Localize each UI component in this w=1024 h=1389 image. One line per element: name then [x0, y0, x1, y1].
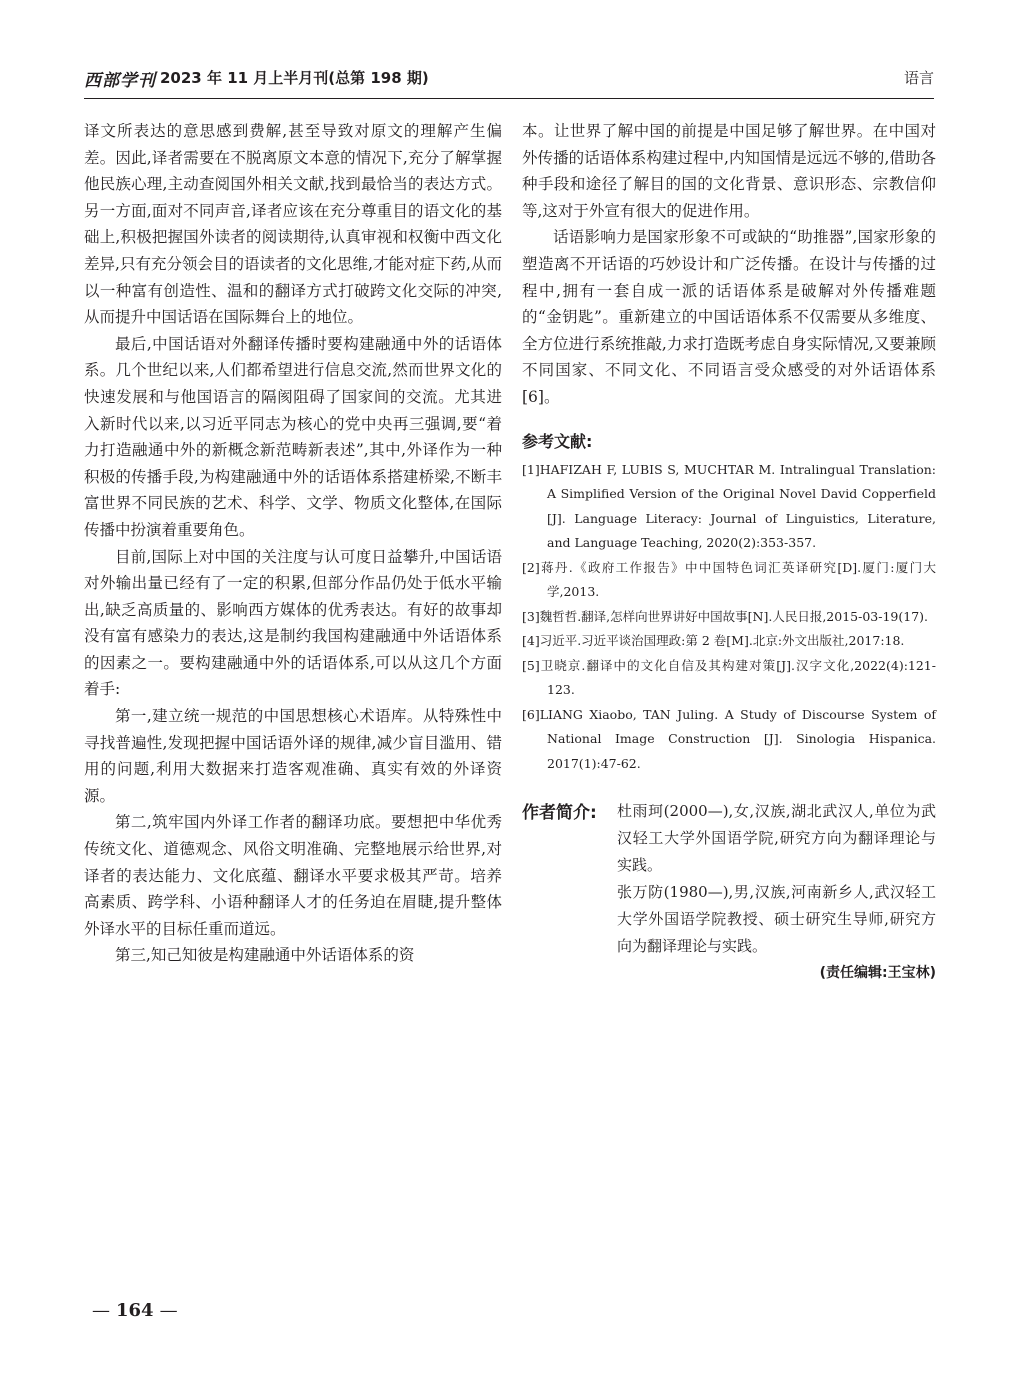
- paragraph: 最后,中国话语对外翻译传播时要构建融通中外的话语体系。几个世纪以来,人们都希望进行信息交流,然而世界文化的快速发展和与他国语言的隔阂阻碍了国家间的交流。尤其进入新时代以来,以习近平同志为核心的党中央再三强调,要“着力打造融通中外的新概念新范畴新表述”,其中,外译作为一种积极的传播手段,为构建融通中外的话语体系搭建桥梁,不断丰富世界不同民族的艺术、科学、文学、物质文化整体,在国际传播中扮演着重要角色。: [84, 334, 502, 539]
- issue-info: 2023 年 11 月上半月刊(总第 198 期): [160, 69, 429, 87]
- paragraph: 本。让世界了解中国的前提是中国足够了解世界。在中国对外传播的话语体系构建过程中,内知国情是远远不够的,借助各种手段和途径了解目的国的文化背景、意识形态、宗教信仰等,这对于外宣有很大的促进作用。: [522, 122, 936, 220]
- paragraph: 第二,筑牢国内外译工作者的翻译功底。要想把中华优秀传统文化、道德观念、风俗文明准确、完整地展示给世界,对译者的表达能力、文化底蕴、翻译水平要求极其严苛。培养高素质、跨学科、小语种翻译人才的任务迫在眉睫,提升整体外译水平的目标任重而道远。: [84, 813, 502, 938]
- reference-item: [2]蒋丹.《政府工作报告》中中国特色词汇英译研究[D].厦门:厦门大学,2013.: [522, 559, 936, 600]
- right-column: [522, 118, 936, 982]
- references-heading: 参考文献:: [522, 431, 593, 451]
- reference-item: [5]卫晓京.翻译中的文化自信及其构建对策[J].汉字文化,2022(4):121-123.: [522, 657, 936, 698]
- reference-item: [4]习近平.习近平谈治国理政:第 2 卷[M].北京:外文出版社,2017:18.: [522, 633, 905, 649]
- page-dash-left: —: [92, 1300, 110, 1321]
- author-heading: 作者简介:: [522, 803, 597, 824]
- reference-item: [1]HAFIZAH F, LUBIS S, MUCHTAR M. Intralingual Translation: A Simplified Version of the Original Novel David Copperfield [J]. Language Literacy: Journal of Linguistics, Literature, and Language Teaching, 2020(2):353-357.: [522, 461, 936, 551]
- editor-credit: (责任编辑:王宝林): [819, 965, 936, 982]
- paragraph: 译文所表达的意思感到费解,甚至导致对原文的理解产生偏差。因此,译者需要在不脱离原文本意的情况下,充分了解掌握他民族心理,主动查阅国外相关文献,找到最恰当的表达方式。另一方面,面对不同声音,译者应该在充分尊重目的语文化的基础上,积极把握国外读者的阅读期待,认真审视和权衡中西文化差异,只有充分领会目的语读者的文化思维,才能对症下药,从而以一种富有创造性、温和的翻译方式打破跨文化交际的冲突,从而提升中国话语在国际舞台上的地位。: [84, 122, 502, 327]
- reference-item: [3]魏哲哲.翻译,怎样向世界讲好中国故事[N].人民日报,2015-03-19(17).: [522, 608, 928, 624]
- paragraph: 第三,知己知彼是构建融通中外话语体系的资: [115, 946, 415, 965]
- page-number-footer: [92, 1300, 178, 1321]
- paragraph: 话语影响力是国家形象不可或缺的“助推器”,国家形象的塑造离不开话语的巧妙设计和广泛传播。在设计与传播的过程中,拥有一套自成一派的话语体系是破解对外传播难题的“金钥匙”。重新建立的中国话语体系不仅需要从多维度、全方位进行系统推敲,力求打造既考虑自身实际情况,又要兼顾不同国家、不同文化、不同语言受众感受的对外话语体系[6]。: [522, 228, 936, 406]
- author-bio: 杜雨珂(2000—),女,汉族,湖北武汉人,单位为武汉轻工大学外国语学院,研究方向为翻译理论与实践。: [617, 802, 936, 875]
- reference-item: [6]LIANG Xiaobo, TAN Juling. A Study of Discourse System of National Image Construction [J]. Sinologia Hispanica. 2017(1):47-62.: [522, 706, 936, 771]
- paragraph: 第一,建立统一规范的中国思想核心术语库。从特殊性中寻找普遍性,发现把握中国话语外译的规律,减少盲目滥用、错用的问题,利用大数据来打造客观准确、真实有效的外译资源。: [84, 707, 502, 805]
- page-number: 164: [116, 1300, 154, 1321]
- author-info: [522, 798, 936, 960]
- header-rule: [84, 98, 934, 99]
- page-header: [84, 66, 934, 96]
- paragraph: 目前,国际上对中国的关注度与认可度日益攀升,中国话语对外输出量已经有了一定的积累,但部分作品仍处于低水平输出,缺乏高质量的、影响西方媒体的优秀表达。有好的故事却没有富有感染力的表达,这是制约我国构建融通中外话语体系的因素之一。要构建融通中外的话语体系,可以从这几个方面着手:: [84, 547, 502, 699]
- author-bio: 张万防(1980—),男,汉族,河南新乡人,武汉轻工大学外国语学院教授、硕士研究生导师,研究方向为翻译理论与实践。: [617, 883, 936, 956]
- page-dash-right: —: [159, 1300, 178, 1321]
- reference-list: [522, 458, 936, 777]
- left-column: [84, 118, 502, 969]
- section-label: 语言: [903, 69, 934, 87]
- journal-logo: 西部学刊: [84, 71, 156, 91]
